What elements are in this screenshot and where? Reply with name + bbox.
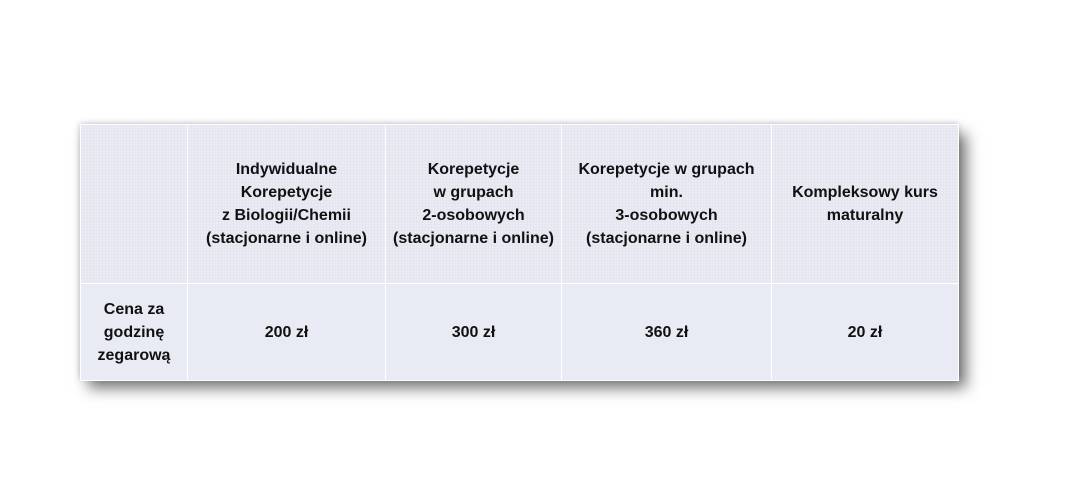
header-group-2-tutoring: Korepetycje w grupach 2-osobowych (stacjonarne i online) [386, 125, 562, 284]
price-matura-course: 20 zł [772, 284, 959, 381]
price-group-2-tutoring: 300 zł [386, 284, 562, 381]
header-individual-tutoring: Indywidualne Korepetycje z Biologii/Chemii (stacjonarne i online) [188, 125, 386, 284]
table-header-row [81, 125, 959, 284]
price-row-label: Cena za godzinę zegarową [81, 284, 188, 381]
price-group-3-tutoring: 360 zł [562, 284, 772, 381]
table-row [81, 284, 959, 381]
price-table-card [80, 124, 958, 378]
price-table [80, 124, 959, 381]
price-individual-tutoring: 200 zł [188, 284, 386, 381]
header-group-3-tutoring: Korepetycje w grupach min. 3-osobowych (stacjonarne i online) [562, 125, 772, 284]
header-corner-cell [81, 125, 188, 284]
header-matura-course: Kompleksowy kurs maturalny [772, 125, 959, 284]
